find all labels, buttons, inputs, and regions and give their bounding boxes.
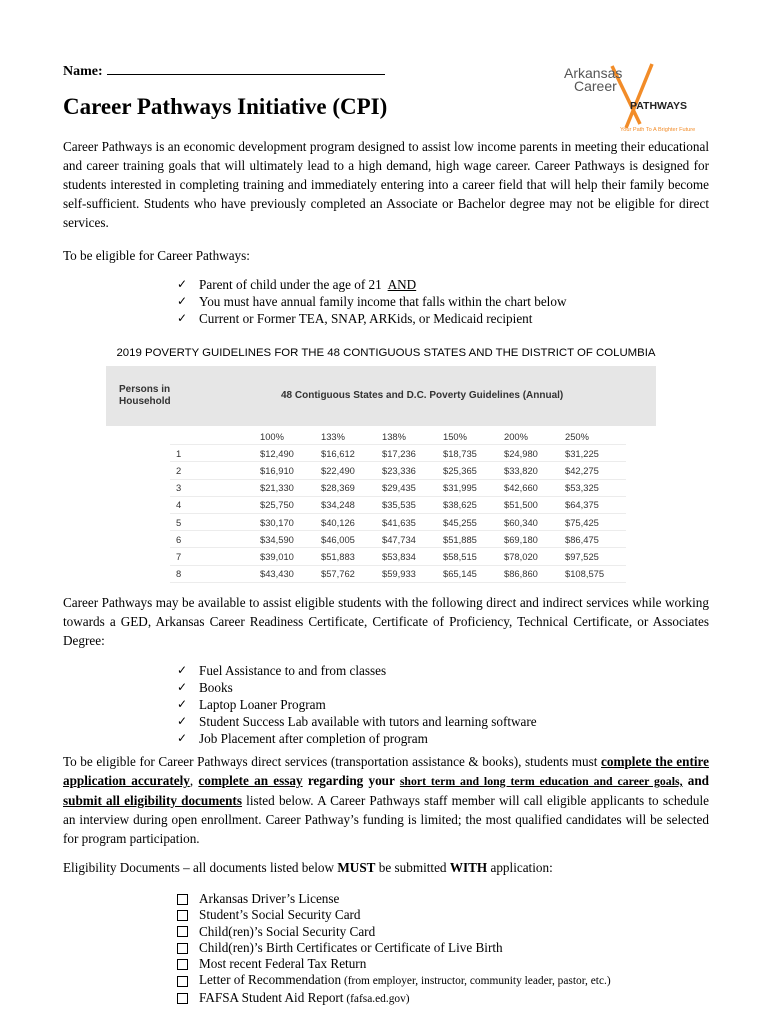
service-item xyxy=(177,662,537,679)
income-threshold-cell: $31,225 xyxy=(565,445,626,462)
table-header-band xyxy=(106,366,656,426)
household-size-cell: 1 xyxy=(170,445,260,462)
household-size-cell: 4 xyxy=(170,496,260,513)
income-threshold-cell: $86,475 xyxy=(565,531,626,548)
income-threshold-cell: $86,860 xyxy=(504,565,565,582)
service-item-text: Fuel Assistance to and from classes xyxy=(199,663,387,678)
eligibility-item-and: AND xyxy=(387,277,417,292)
eligibility-item xyxy=(177,293,566,310)
poverty-guidelines-table xyxy=(106,366,656,580)
checkbox[interactable] xyxy=(177,943,188,954)
eligibility-item xyxy=(177,276,566,293)
logo-line-career: Career xyxy=(574,78,617,94)
household-size-cell: 5 xyxy=(170,513,260,530)
income-threshold-cell: $43,430 xyxy=(260,565,321,582)
requirement-essay: complete an essay xyxy=(198,773,303,788)
eligibility-item xyxy=(177,310,566,327)
income-threshold-cell: $30,170 xyxy=(260,513,321,530)
service-item-text: Student Success Lab available with tutors and learning software xyxy=(199,714,537,729)
income-threshold-cell: $58,515 xyxy=(443,548,504,565)
poverty-values-grid xyxy=(170,428,626,583)
direct-services-paragraph: To be eligible for Career Pathways direct services (transportation assistance & books), students must complete the entire application accurately, complete an essay regarding your short term and long term education and career goals, and submit all eligibility documents listed below. A Career Pathways staff member will call eligible applicants to schedule an interview during open enrollment. Career Pathway’s funding is limited; the most qualified candidates will be selected for program participation. xyxy=(63,754,710,846)
income-threshold-cell: $57,762 xyxy=(321,565,382,582)
intro-paragraph: Career Pathways is an economic development program designed to assist low income parents in meeting their educational and career training goals that will ultimately lead to a high demand, high wage career. Career Pathways is designed for students interested in completing training and immediately entering into a career field that will help their family become self-sufficient. Students who have previously completed an Associate or Bachelor degree may not be eligible for direct services. xyxy=(63,139,709,230)
service-item-text: Laptop Loaner Program xyxy=(199,697,326,712)
income-threshold-cell: $46,005 xyxy=(321,531,382,548)
document-note: (fafsa.ed.gov) xyxy=(343,992,410,1005)
arkansas-career-pathways-logo xyxy=(560,58,710,136)
income-threshold-cell: $24,980 xyxy=(504,445,565,462)
documents-checklist xyxy=(177,891,611,1007)
checkbox[interactable] xyxy=(177,910,188,921)
income-threshold-cell: $53,834 xyxy=(382,548,443,565)
income-threshold-cell: $108,575 xyxy=(565,565,626,582)
income-threshold-cell: $59,933 xyxy=(382,565,443,582)
name-label: Name: xyxy=(63,64,103,79)
document-note: (from employer, instructor, community leader, pastor, etc.) xyxy=(341,975,611,988)
name-field-row xyxy=(63,62,385,80)
document-item[interactable] xyxy=(177,940,611,956)
checkmark-icon: ✓ xyxy=(177,277,188,291)
document-label: Arkansas Driver’s License xyxy=(199,891,340,906)
table-row xyxy=(170,479,626,496)
income-threshold-cell: $34,248 xyxy=(321,496,382,513)
income-threshold-cell: $38,625 xyxy=(443,496,504,513)
income-threshold-cell: $39,010 xyxy=(260,548,321,565)
income-threshold-cell: $75,425 xyxy=(565,513,626,530)
table-row xyxy=(170,565,626,582)
checkmark-icon: ✓ xyxy=(177,663,188,677)
service-item-text: Books xyxy=(199,680,233,695)
table-row xyxy=(170,462,626,479)
logo-line-arkansas: Arkansas xyxy=(564,65,623,81)
income-threshold-cell: $18,735 xyxy=(443,445,504,462)
eligibility-item-text: Parent of child under the age of 21 xyxy=(199,277,382,292)
percent-header: 138% xyxy=(382,428,443,445)
income-threshold-cell: $40,126 xyxy=(321,513,382,530)
service-item xyxy=(177,679,537,696)
income-threshold-cell: $23,336 xyxy=(382,462,443,479)
income-threshold-cell: $33,820 xyxy=(504,462,565,479)
income-threshold-cell: $31,995 xyxy=(443,479,504,496)
poverty-table-caption: 2019 POVERTY GUIDELINES FOR THE 48 CONTIGUOUS STATES AND THE DISTRICT OF COLUMBIA xyxy=(116,347,656,359)
income-threshold-cell: $22,490 xyxy=(321,462,382,479)
income-threshold-cell: $51,885 xyxy=(443,531,504,548)
checkmark-icon: ✓ xyxy=(177,714,188,728)
income-threshold-cell: $16,612 xyxy=(321,445,382,462)
checkbox[interactable] xyxy=(177,976,188,987)
eligibility-list xyxy=(177,276,566,327)
table-row xyxy=(170,513,626,530)
document-label: Student’s Social Security Card xyxy=(199,907,361,923)
checkbox[interactable] xyxy=(177,894,188,905)
checkmark-icon: ✓ xyxy=(177,680,188,694)
document-label: Most recent Federal Tax Return xyxy=(199,956,367,972)
document-label: Child(ren)’s Birth Certificates or Certificate of Live Birth xyxy=(199,939,503,955)
income-threshold-cell: $51,883 xyxy=(321,548,382,565)
income-threshold-cell: $78,020 xyxy=(504,548,565,565)
income-threshold-cell: $65,145 xyxy=(443,565,504,582)
income-threshold-cell: $42,660 xyxy=(504,479,565,496)
document-item[interactable] xyxy=(177,907,611,923)
checkmark-icon: ✓ xyxy=(177,731,188,745)
document-item[interactable] xyxy=(177,956,611,972)
logo-line-pathways: PATHWAYS xyxy=(630,100,687,112)
checkmark-icon: ✓ xyxy=(177,697,188,711)
checkbox[interactable] xyxy=(177,926,188,937)
service-item xyxy=(177,696,537,713)
income-threshold-cell: $35,535 xyxy=(382,496,443,513)
income-threshold-cell: $41,635 xyxy=(382,513,443,530)
table-row xyxy=(170,531,626,548)
guidelines-group-header: 48 Contiguous States and D.C. Poverty Guidelines (Annual) xyxy=(281,390,564,401)
income-threshold-cell: $47,734 xyxy=(382,531,443,548)
percent-header: 100% xyxy=(260,428,321,445)
income-threshold-cell: $60,340 xyxy=(504,513,565,530)
document-label: Child(ren)’s Social Security Card xyxy=(199,923,376,939)
percent-header: 250% xyxy=(565,428,626,445)
documents-intro: Eligibility Documents – all documents listed below MUST be submitted WITH application: xyxy=(63,860,553,875)
requirement-complete-application: complete the entire application accurately xyxy=(63,754,709,788)
services-intro: Career Pathways may be available to assist eligible students with the following direct and indirect services while working towards a GED, Arkansas Career Readiness Certificate, Certificate of Proficiency, Technical Certificate, or Associates Degree: xyxy=(63,595,709,648)
checkbox[interactable] xyxy=(177,959,188,970)
income-threshold-cell: $97,525 xyxy=(565,548,626,565)
persons-in-household-header: Persons in Household xyxy=(119,384,171,407)
household-size-cell: 8 xyxy=(170,565,260,582)
income-threshold-cell: $53,325 xyxy=(565,479,626,496)
checkmark-icon: ✓ xyxy=(177,294,188,308)
household-size-cell: 6 xyxy=(170,531,260,548)
document-item[interactable] xyxy=(177,972,611,989)
income-threshold-cell: $45,255 xyxy=(443,513,504,530)
checkmark-icon: ✓ xyxy=(177,311,188,325)
document-label: FAFSA Student Aid Report xyxy=(199,989,344,1005)
income-threshold-cell: $16,910 xyxy=(260,462,321,479)
table-row xyxy=(170,496,626,513)
document-item[interactable] xyxy=(177,924,611,940)
income-threshold-cell: $29,435 xyxy=(382,479,443,496)
service-item xyxy=(177,713,537,730)
document-item[interactable] xyxy=(177,891,611,907)
table-row xyxy=(170,548,626,565)
logo-tagline: Your Path To A Brighter Future xyxy=(620,127,696,133)
income-threshold-cell: $12,490 xyxy=(260,445,321,462)
household-size-cell: 3 xyxy=(170,479,260,496)
percent-header: 200% xyxy=(504,428,565,445)
checkbox[interactable] xyxy=(177,993,188,1004)
household-size-cell: 7 xyxy=(170,548,260,565)
income-threshold-cell: $64,375 xyxy=(565,496,626,513)
services-list xyxy=(177,662,537,747)
eligibility-item-text: You must have annual family income that falls within the chart below xyxy=(199,294,567,309)
eligibility-heading: To be eligible for Career Pathways: xyxy=(63,248,250,263)
income-threshold-cell: $69,180 xyxy=(504,531,565,548)
service-item-text: Job Placement after completion of program xyxy=(199,731,428,746)
income-threshold-cell: $25,750 xyxy=(260,496,321,513)
document-item[interactable] xyxy=(177,990,611,1007)
name-blank-line[interactable] xyxy=(107,62,385,75)
page-title: Career Pathways Initiative (CPI) xyxy=(63,94,388,119)
income-threshold-cell: $42,275 xyxy=(565,462,626,479)
requirement-goals: short term and long term education and career goals, xyxy=(399,774,683,788)
income-threshold-cell: $25,365 xyxy=(443,462,504,479)
percent-header-row xyxy=(170,428,626,445)
income-threshold-cell: $51,500 xyxy=(504,496,565,513)
income-threshold-cell: $21,330 xyxy=(260,479,321,496)
service-item xyxy=(177,730,537,747)
percent-header: 133% xyxy=(321,428,382,445)
eligibility-item-text: Current or Former TEA, SNAP, ARKids, or Medicaid recipient xyxy=(199,311,533,326)
income-threshold-cell: $28,369 xyxy=(321,479,382,496)
household-size-cell: 2 xyxy=(170,462,260,479)
document-label: Letter of Recommendation xyxy=(199,972,342,988)
percent-header: 150% xyxy=(443,428,504,445)
income-threshold-cell: $17,236 xyxy=(382,445,443,462)
table-row xyxy=(170,445,626,462)
income-threshold-cell: $34,590 xyxy=(260,531,321,548)
requirement-documents: submit all eligibility documents xyxy=(63,793,242,808)
